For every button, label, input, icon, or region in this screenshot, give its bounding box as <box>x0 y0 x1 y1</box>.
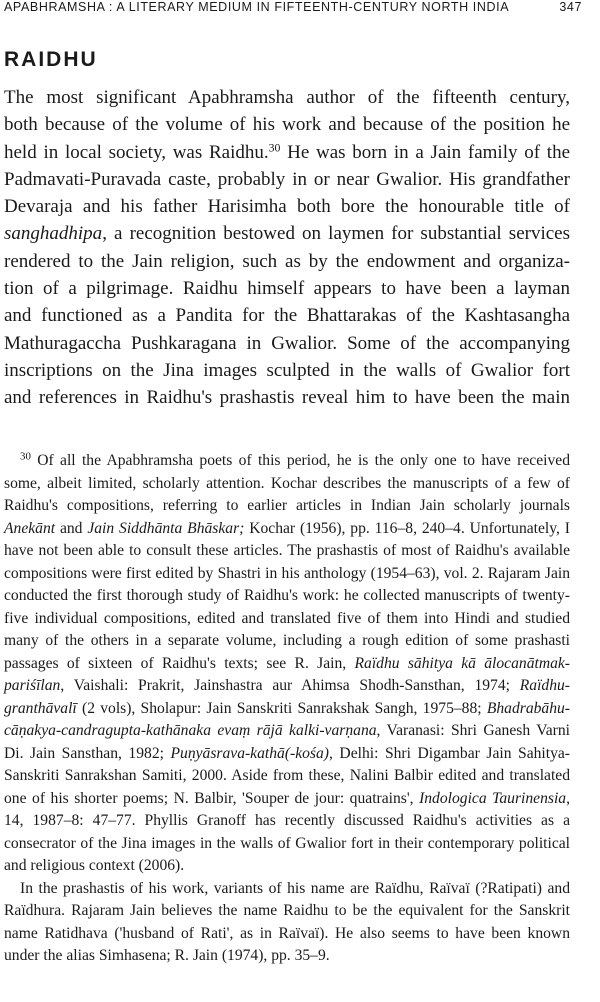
text-line: Padmavati-Puravada caste, probably in or near Gwalior. His grandfather <box>4 168 570 190</box>
book-title: Raïdhu sāhitya kā ālocanātmak-pariśīlan <box>4 654 571 694</box>
book-title: Bhadrabāhu-cāṇakya-candragupta-kathānaka evaṃ rājā kalki-varṇana <box>4 699 570 739</box>
footnote-text: , 14, 1987–8: 47–77. Phyllis Granoff has recently discussed Raidhu's activities as a consecrator of the Jina images in the walls of Gwalior fort in their contemporary political and religious context (2006). <box>4 789 570 874</box>
footnote-text: , Varanasi: Shri Ganesh Varni Di. Jain Sansthan, 1982; <box>4 722 571 762</box>
footnote-text: , Delhi: Shri Digambar Jain Sahitya-Sanskriti Sanrakshan Samiti, 2000. Aside from these, Nalini Balbir edited and translated one of his shorter poems; N. Balbir, 'Souper de jour: quatrains', <box>4 744 570 807</box>
footnote-text: Of all the Apabhramsha poets of this period, he is the only one to have received some, albeit limited, scholarly attention. Kochar describes the manuscripts of a few of Raidhu's compositions, referring to earlier articles in Indian Jain scholarly journals <box>4 452 570 514</box>
text-line: rendered to the Jain religion, such as by the endowment and organiza- <box>4 250 570 272</box>
journal-title: Anekānt <box>4 519 56 537</box>
footnote-text: and <box>55 519 88 537</box>
footnote-marker: 30 <box>20 450 31 463</box>
text-line: The most significant Apabhramsha author of the fifteenth century, <box>4 87 570 108</box>
text-line: Mathuragaccha Pushkaragana in Gwalior. Some of the accompanying <box>4 332 570 354</box>
text-line <box>4 220 570 247</box>
footnote-text: (2 vols), Sholapur: Jain Sanskriti Sanrakshak Sangh, 1975–88; <box>76 699 487 717</box>
text-fragment: held in local society, was Raidhu. <box>4 141 269 163</box>
page-number: 347 <box>559 0 582 14</box>
footnote-reference: 30 <box>268 141 281 155</box>
footnote-text: , Vaishali: Prakrit, Jainshastra aur Ahimsa Shodh-Sansthan, 1974; <box>60 677 520 694</box>
main-text <box>4 84 570 412</box>
footnote-text: Kochar (1956), pp. 116–8, 240–4. Unfortunately, I have not been able to consult these articles. The prashastis of most of Raidhu's available compositions were first edited by Shastri in his anthology (1954–63), vol. 2. Rajaram Jain conducted the first thorough study of Raidhu's work: he collected manuscripts of twenty-five individual compositions, edited and translated five of them into Hindi and studied many of the others in a separate volume, including a rough edition of some prashasti passages of sixteen of Raidhu's texts; see R. Jain, <box>4 519 570 672</box>
section-title: RAIDHU <box>4 48 98 71</box>
text-line: and references in Raidhu's prashastis reveal him to have been the main <box>4 387 570 409</box>
text-fragment: He was born in a Jain family of the <box>280 141 571 163</box>
text-line: Devaraja and his father Harisimha both bore the honourable title of <box>4 196 570 218</box>
book-title: Puṇyāsrava-kathā(-kośa) <box>170 744 329 762</box>
footnote-paragraph <box>4 450 570 878</box>
italic-term: sanghadhipa <box>4 223 103 245</box>
journal-title: Jain Siddhānta Bhāskar; <box>87 519 245 537</box>
text-line: inscriptions on the Jina images sculpted in the walls of Gwalior fort <box>4 359 570 381</box>
journal-title: Indologica Taurinensia <box>419 789 567 807</box>
text-line: and functioned as a Pandita for the Bhattarakas of the Kashtasangha <box>4 305 570 327</box>
book-title: Raïdhu-granthāvalī <box>4 677 570 717</box>
text-line <box>4 139 570 166</box>
footnote-paragraph: In the prashastis of his work, variants of his name are Raïdhu, Raïvaï (?Ratipati) and Raïdhura. Rajaram Jain believes the name Raidhu to be the equivalent for the Sanskrit name Ratidhava ('husband of Rati', as in Raïvaï). He also seems to have been known under the alias Simhasena; R. Jain (1974), pp. 35–9. <box>4 879 570 964</box>
footnote <box>4 450 570 968</box>
text-line: both because of the volume of his work and because of the position he <box>4 114 570 136</box>
running-head: APABHRAMSHA : A LITERARY MEDIUM IN FIFTEENTH-CENTURY NORTH INDIA <box>4 0 510 14</box>
text-line: tion of a pilgrimage. Raidhu himself appears to have been a layman <box>4 278 570 300</box>
text-fragment: , a recognition bestowed on laymen for substantial services <box>102 223 570 245</box>
